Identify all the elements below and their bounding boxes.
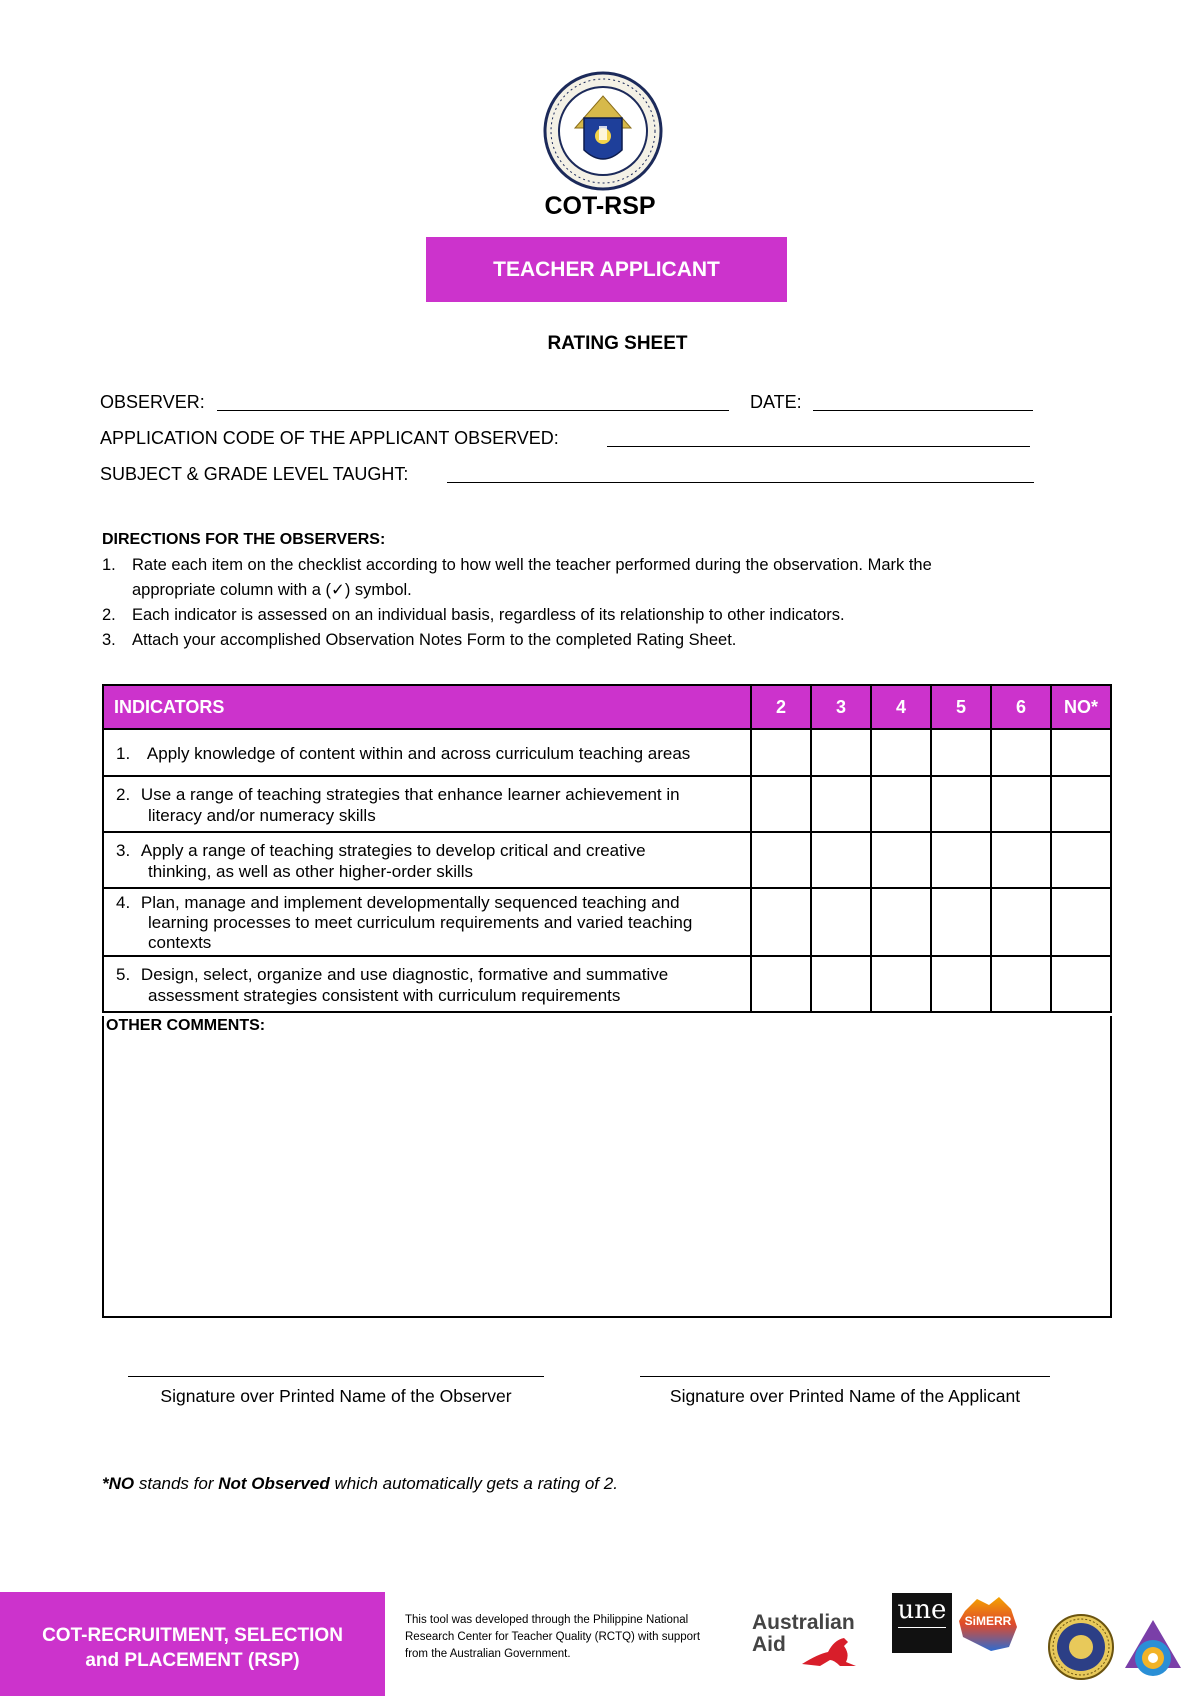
footer-note-line: from the Australian Government. [405,1648,571,1660]
indicator-text: learning processes to meet curriculum requirements and varied teaching [148,913,693,932]
rating-checkbox[interactable] [871,956,931,1012]
direction-number: 2. [102,606,116,624]
indicator-cell [103,776,751,832]
indicator-number: 4. [116,893,131,912]
footnote-text: stands for [134,1474,219,1493]
date-field[interactable] [813,410,1033,411]
indicator-cell [103,956,751,1012]
indicator-cell [103,832,751,888]
rating-checkbox[interactable] [931,729,991,776]
footer-program-line: and PLACEMENT (RSP) [85,1650,300,1671]
footer-note [405,1612,735,1663]
table-row [103,956,1111,1012]
table-row [103,729,1111,776]
application-code-field[interactable] [607,446,1030,447]
direction-text: Each indicator is assessed on an individual basis, regardless of its relationship to other indicators. [132,606,845,624]
direction-number: 3. [102,631,116,649]
footer-program-box [0,1592,385,1696]
rating-checkbox[interactable] [931,832,991,888]
directions-heading: DIRECTIONS FOR THE OBSERVERS: [102,531,386,548]
rating-column-header: 4 [871,685,931,729]
une-logo [892,1593,952,1653]
indicators-header: INDICATORS [103,685,751,729]
not-observed-column-header: NO* [1051,685,1111,729]
document-subtitle: RATING SHEET [547,333,688,354]
subject-field[interactable] [447,482,1034,483]
footer-note-line: This tool was developed through the Philippine National [405,1614,689,1626]
footer-note-line: Research Center for Teacher Quality (RCTQ) with support [405,1631,701,1643]
indicator-number: 3. [116,841,131,860]
indicator-text: thinking, as well as other higher-order skills [148,862,474,881]
rating-checkbox[interactable] [931,956,991,1012]
observer-signature-line[interactable] [128,1376,544,1377]
rating-checkbox[interactable] [1051,776,1111,832]
observer-label: OBSERVER: [100,392,205,412]
deped-seal-icon [542,70,664,192]
rating-checkbox[interactable] [871,888,931,956]
indicator-text: literacy and/or numeracy skills [148,806,376,825]
direction-item [102,603,1042,628]
indicator-number: 2. [116,785,131,804]
applicant-signature-line[interactable] [640,1376,1050,1377]
rating-checkbox[interactable] [871,832,931,888]
rating-checkbox[interactable] [991,888,1051,956]
rating-column-header: 3 [811,685,871,729]
simerr-logo [955,1591,1021,1655]
rating-column-header: 5 [931,685,991,729]
une-logo-text: une [897,1595,947,1625]
rating-checkbox[interactable] [1051,888,1111,956]
rctq-logo-icon [1123,1618,1183,1680]
observer-field[interactable] [217,410,729,411]
footnote-term: Not Observed [218,1474,330,1493]
rating-checkbox[interactable] [931,776,991,832]
table-header-row [103,685,1111,729]
rating-checkbox[interactable] [991,776,1051,832]
footnote-text: which automatically gets a rating of 2. [329,1474,618,1493]
table-row [103,832,1111,888]
pnu-seal-icon [1047,1613,1115,1681]
rating-checkbox[interactable] [991,832,1051,888]
direction-number: 1. [102,556,116,574]
rating-checkbox[interactable] [811,888,871,956]
direction-text: appropriate column with a (✓) symbol. [132,581,412,599]
subject-label: SUBJECT & GRADE LEVEL TAUGHT: [100,464,409,484]
footnote-abbrev: *NO [102,1474,135,1493]
direction-text: Attach your accomplished Observation Notes Form to the completed Rating Sheet. [132,631,737,649]
simerr-logo-text: SiMERR [964,1614,1012,1628]
applicant-signature-label: Signature over Printed Name of the Applicant [669,1386,1021,1406]
table-row [103,776,1111,832]
direction-text: Rate each item on the checklist according to how well the teacher performed during the observation. Mark the [132,556,932,574]
rating-checkbox[interactable] [811,729,871,776]
rating-table [102,684,1112,1013]
rating-column-header: 6 [991,685,1051,729]
indicator-number: 1. [116,744,131,763]
australian-aid-text: Australian [752,1611,855,1634]
document-title: COT-RSP [544,192,656,220]
rating-checkbox[interactable] [871,776,931,832]
footer-program-line: COT-RECRUITMENT, SELECTION [42,1625,343,1646]
indicator-text: assessment strategies consistent with curriculum requirements [148,986,621,1005]
indicator-text: contexts [148,933,212,952]
rating-checkbox[interactable] [991,729,1051,776]
rating-checkbox[interactable] [811,956,871,1012]
rating-checkbox[interactable] [871,729,931,776]
indicator-text: Plan, manage and implement developmentally sequenced teaching and [140,893,680,912]
indicator-text: Apply a range of teaching strategies to develop critical and creative [140,841,646,860]
indicator-text: Design, select, organize and use diagnostic, formative and summative [140,965,669,984]
australian-aid-logo [752,1612,872,1672]
rating-checkbox[interactable] [991,956,1051,1012]
table-row [103,888,1111,956]
indicator-text: Use a range of teaching strategies that enhance learner achievement in [140,785,680,804]
indicator-cell [103,729,751,776]
indicator-number: 5. [116,965,131,984]
kangaroo-icon [800,1634,860,1670]
indicator-cell [103,888,751,956]
direction-item [102,553,1042,603]
rating-checkbox[interactable] [751,729,811,776]
indicator-text: Apply knowledge of content within and across curriculum teaching areas [146,744,691,763]
applicant-type-banner: TEACHER APPLICANT [426,237,787,302]
australian-aid-text: Aid [752,1633,786,1656]
rating-checkbox[interactable] [751,888,811,956]
observer-signature-label: Signature over Printed Name of the Observer [160,1386,512,1406]
rating-checkbox[interactable] [751,776,811,832]
application-code-label: APPLICATION CODE OF THE APPLICANT OBSERVED: [100,428,559,448]
rating-checkbox[interactable] [931,888,991,956]
rating-column-header: 2 [751,685,811,729]
date-label: DATE: [750,392,802,412]
comments-box[interactable] [102,1016,1112,1318]
rating-checkbox[interactable] [751,832,811,888]
rating-checkbox[interactable] [811,832,871,888]
comments-label: OTHER COMMENTS: [106,1017,266,1034]
rating-checkbox[interactable] [1051,729,1111,776]
rating-checkbox[interactable] [1051,832,1111,888]
footnote [102,1474,618,1494]
rating-checkbox[interactable] [751,956,811,1012]
rating-checkbox[interactable] [1051,956,1111,1012]
rating-checkbox[interactable] [811,776,871,832]
direction-item [102,628,1042,653]
